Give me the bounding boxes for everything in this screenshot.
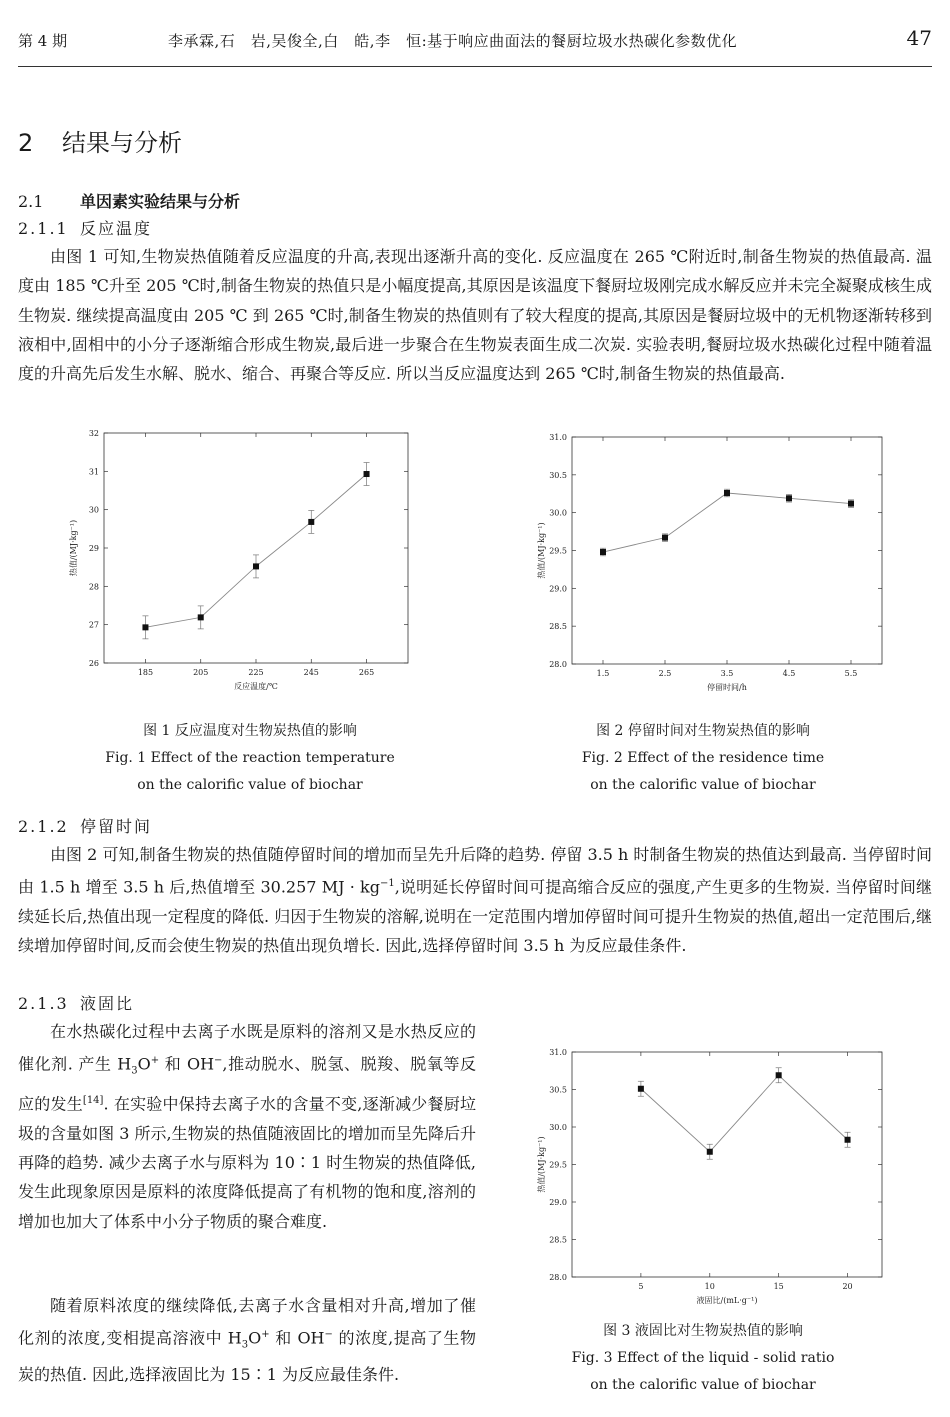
superscript: + <box>261 1329 270 1341</box>
y-tick-label: 30.0 <box>549 1123 567 1132</box>
y-tick-label: 29.0 <box>549 584 567 594</box>
section-title: 结果与分析 <box>62 129 182 157</box>
superscript: − <box>214 1055 223 1067</box>
y-axis-title: 热值/(MJ·kg⁻¹) <box>69 519 78 577</box>
y-tick-label: 29 <box>88 544 99 553</box>
x-tick-label: 185 <box>137 668 154 677</box>
paragraph-liquid-solid-a <box>18 1017 476 1236</box>
data-point <box>600 549 606 555</box>
x-axis-title: 反应温度/℃ <box>234 682 278 691</box>
data-point <box>638 1086 644 1092</box>
figure-1-caption-cn: 图 1 反应温度对生物炭热值的影响 <box>143 723 357 739</box>
y-tick-label: 29.5 <box>549 546 567 556</box>
paragraph-text: 在水热碳化过程中去离子水既是原料的溶剂又是水热反应的催化剂. 产生 H <box>18 1022 476 1074</box>
y-tick-label: 28.0 <box>549 660 567 669</box>
x-tick-label: 5 <box>638 1282 644 1291</box>
subsection-number: 2.1.3 <box>18 994 69 1013</box>
figure-3-caption-en-1: Fig. 3 Effect of the liquid - solid ratio <box>571 1350 835 1366</box>
paragraph-text: 随着原料浓度的继续降低,去离子水含量相对升高,增加了催化剂的浓度,变相提高溶液中 H <box>18 1296 476 1348</box>
figure-3-caption-en-2: on the calorific value of biochar <box>590 1377 816 1393</box>
y-tick-label: 28.0 <box>549 1273 567 1282</box>
x-tick-label: 265 <box>358 668 375 677</box>
figure-1-caption-en-1: Fig. 1 Effect of the reaction temperature <box>105 750 395 766</box>
x-tick-label: 205 <box>193 668 209 677</box>
figure-2-caption <box>533 718 873 799</box>
y-tick-label: 29.5 <box>549 1160 567 1170</box>
data-point <box>776 1072 782 1078</box>
y-tick-label: 26 <box>88 659 99 668</box>
paragraph-text: 和 OH <box>159 1054 215 1074</box>
superscript: −1 <box>379 878 395 890</box>
subsection-number: 2.1 <box>18 192 44 211</box>
series-line <box>641 1075 848 1152</box>
figure-2-chart <box>520 425 890 700</box>
plot-frame <box>572 1052 882 1277</box>
x-tick-label: 5.5 <box>844 669 858 678</box>
y-tick-label: 28.5 <box>549 622 567 632</box>
data-point <box>142 624 148 630</box>
paragraph-reaction-temperature: 由图 1 可知,生物炭热值随着反应温度的升高,表现出逐渐升高的变化. 反应温度在 265 ℃附近时,制备生物炭的热值最高. 温度由 185 ℃升至 205 ℃时,制备生物炭的热值只是小幅度提高,其原因是该温度下餐厨垃圾刚完成水解反应并未完全凝聚成核生成生物炭. 继续提高温度由 205 ℃ 到 265 ℃时,制备生物炭的热值则有了较大程度的提高,其原因是餐厨垃圾中的无机物逐渐转移到液相中,固相中的小分子逐渐缩合形成生物炭,最后进一步聚合在生物炭表面生成二次炭. 实验表明,餐厨垃圾水热碳化过程中随着温度的升高先后发生水解、脱水、缩合、再聚合等反应. 所以当反应温度达到 265 ℃时,制备生物炭的热值最高. <box>18 247 932 384</box>
x-tick-label: 2.5 <box>658 669 672 678</box>
paragraph-text: 和 OH <box>269 1328 325 1348</box>
subsection-heading-2-1-1 <box>18 216 152 239</box>
subsection-title: 停留时间 <box>80 817 153 836</box>
x-tick-label: 20 <box>842 1282 853 1291</box>
subsection-title: 单因素实验结果与分析 <box>80 192 241 211</box>
x-tick-label: 225 <box>248 668 264 677</box>
y-tick-label: 28 <box>88 582 99 592</box>
subsection-heading-2-1-3 <box>18 991 134 1014</box>
y-tick-label: 31.0 <box>549 433 567 442</box>
running-title: 李承霖,石 岩,吴俊全,白 皓,李 恒:基于响应曲面法的餐厨垃圾水热碳化参数优化 <box>168 32 738 50</box>
x-tick-label: 10 <box>704 1282 715 1291</box>
paragraph-text: ,说明延长停留时间可提高缩合反应的强度,产生更多的生物炭. 当停留时间继续延长后,热值出现一定程度的降低. 归因于生物炭的溶解,说明在一定范围内增加停留时间可提升生物炭的热值,超出一定范围后,继续增加停留时间,反而会使生物炭的热值出现负增长. 因此,选择停留时间 3.5 h 为反应最佳条件. <box>18 877 932 956</box>
y-tick-label: 30.0 <box>549 508 567 518</box>
data-point <box>364 471 370 477</box>
superscript: − <box>324 1329 333 1341</box>
figure-3-caption-cn: 图 3 液固比对生物炭热值的影响 <box>603 1323 803 1339</box>
subsection-heading-2-1-2 <box>18 814 152 837</box>
x-tick-label: 4.5 <box>782 669 796 678</box>
subscript: 3 <box>241 1339 249 1351</box>
x-tick-label: 3.5 <box>720 669 734 678</box>
y-tick-label: 29.0 <box>549 1198 567 1207</box>
plot-frame <box>572 437 882 664</box>
data-point <box>662 535 668 541</box>
plot-frame <box>104 433 408 663</box>
x-tick-label: 15 <box>773 1282 784 1291</box>
running-header <box>18 26 932 60</box>
y-tick-label: 28.5 <box>549 1235 567 1245</box>
figure-2-caption-en-1: Fig. 2 Effect of the residence time <box>581 750 825 766</box>
figure-1-chart <box>70 425 410 700</box>
series-line <box>603 493 851 552</box>
subsection-title: 反应温度 <box>80 219 153 238</box>
section-heading <box>18 123 182 158</box>
figure-2-caption-en-2: on the calorific value of biochar <box>590 777 816 793</box>
paragraph-residence-time <box>18 840 932 961</box>
subsection-number: 2.1.2 <box>18 817 69 836</box>
paragraph-text: ,推动脱水、脱氢、脱羧、脱氧等反应的发生 <box>18 1054 477 1114</box>
data-point <box>198 614 204 620</box>
superscript: + <box>150 1055 160 1067</box>
figure-3-caption <box>533 1318 873 1399</box>
paragraph-text: 的浓度,提高了生物炭的热值. 因此,选择液固比为 15∶1 为反应最佳条件. <box>18 1328 476 1385</box>
citation-link[interactable]: [14] <box>82 1095 104 1107</box>
subsection-title: 液固比 <box>80 994 135 1013</box>
y-tick-label: 31.0 <box>549 1048 567 1057</box>
header-rule <box>18 66 932 67</box>
section-number: 2 <box>18 129 34 157</box>
subscript: 3 <box>131 1065 138 1077</box>
figure-1-caption-en-2: on the calorific value of biochar <box>137 777 363 793</box>
paragraph-liquid-solid-b <box>18 1291 476 1389</box>
data-point <box>724 490 730 496</box>
x-tick-label: 1.5 <box>596 669 610 678</box>
data-point <box>707 1149 713 1155</box>
y-axis-title: 热值/(MJ·kg⁻¹) <box>537 1136 546 1193</box>
figure-1-caption <box>80 718 420 799</box>
paragraph-text: 由图 2 可知,制备生物炭的热值随停留时间的增加而呈先升后降的趋势. 停留 3.5 h 时制备生物炭的热值达到最高. 当停留时间由 1.5 h 增至 3.5 h 后,热值增至 30.257 MJ · kg <box>18 845 932 897</box>
paragraph-text: O <box>137 1054 151 1074</box>
x-tick-label: 245 <box>303 668 319 677</box>
data-point <box>845 1137 851 1143</box>
data-point <box>308 519 314 525</box>
data-point <box>848 501 854 507</box>
y-tick-label: 32 <box>88 429 99 438</box>
y-tick-label: 30.5 <box>549 470 567 480</box>
paragraph-text: . 在实验中保持去离子水的含量不变,逐渐减少餐厨垃圾的含量如图 3 所示,生物炭的热值随液固比的增加而呈先降后升再降的趋势. 减少去离子水与原料为 10∶1 时生物炭的热值降低,发生此现象原因是原料的浓度降低提高了有机物的饱和度,溶剂的增加也加大了体系中小分子物质的聚合难度. <box>18 1094 476 1231</box>
x-axis-title: 停留时间/h <box>707 683 747 692</box>
y-axis-title: 热值/(MJ·kg⁻¹) <box>537 522 546 579</box>
series-line <box>145 474 366 627</box>
y-tick-label: 30 <box>88 505 99 515</box>
paragraph-text: O <box>248 1328 262 1348</box>
subsection-number: 2.1.1 <box>18 219 69 238</box>
figure-2-caption-cn: 图 2 停留时间对生物炭热值的影响 <box>596 723 810 739</box>
data-point <box>253 563 259 569</box>
subsection-heading-2-1 <box>18 189 240 212</box>
x-axis-title: 液固比/(mL·g⁻¹) <box>696 1296 758 1305</box>
y-tick-label: 30.5 <box>549 1085 567 1095</box>
y-tick-label: 27 <box>88 620 99 630</box>
data-point <box>786 495 792 501</box>
figure-3-chart <box>520 1040 890 1315</box>
y-tick-label: 31 <box>88 467 99 477</box>
issue-label: 第 4 期 <box>18 32 68 50</box>
page-number: 47 <box>906 26 932 50</box>
